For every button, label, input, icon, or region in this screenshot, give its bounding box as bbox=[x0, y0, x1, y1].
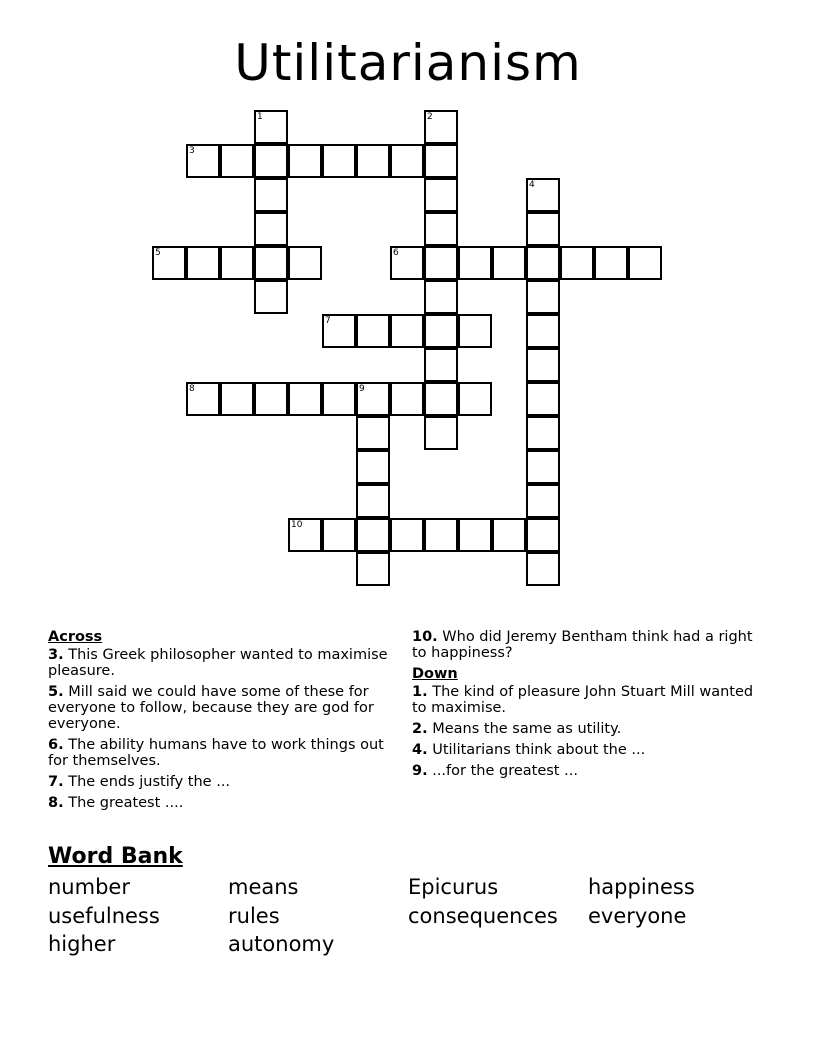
grid-cell[interactable] bbox=[424, 314, 458, 348]
grid-cell[interactable] bbox=[356, 484, 390, 518]
grid-cell[interactable] bbox=[458, 246, 492, 280]
grid-cell[interactable] bbox=[322, 382, 356, 416]
clue-across-6: 6. The ability humans have to work things out for themselves. bbox=[48, 737, 384, 769]
word-bank-item: means bbox=[228, 875, 299, 899]
grid-cell[interactable] bbox=[594, 246, 628, 280]
clue-number: 8 bbox=[189, 384, 195, 394]
grid-cell[interactable] bbox=[254, 110, 288, 144]
grid-cell[interactable] bbox=[288, 144, 322, 178]
grid-cell[interactable] bbox=[458, 518, 492, 552]
grid-cell[interactable] bbox=[424, 416, 458, 450]
grid-cell[interactable] bbox=[526, 212, 560, 246]
word-bank-item: happiness bbox=[588, 875, 695, 899]
clue-down-4: 4. Utilitarians think about the ... bbox=[412, 742, 646, 758]
grid-cell[interactable] bbox=[526, 314, 560, 348]
grid-cell[interactable] bbox=[288, 246, 322, 280]
grid-cell[interactable] bbox=[220, 382, 254, 416]
clue-number: 2 bbox=[427, 112, 433, 122]
grid-cell[interactable] bbox=[424, 212, 458, 246]
grid-cell[interactable] bbox=[356, 314, 390, 348]
word-bank-item: autonomy bbox=[228, 932, 335, 956]
clue-number: 10 bbox=[291, 520, 303, 530]
grid-cell[interactable] bbox=[288, 382, 322, 416]
grid-cell[interactable] bbox=[186, 144, 220, 178]
clue-number: 4 bbox=[529, 180, 535, 190]
grid-cell[interactable] bbox=[526, 280, 560, 314]
clue-down-2: 2. Means the same as utility. bbox=[412, 721, 622, 737]
grid-cell[interactable] bbox=[390, 246, 424, 280]
word-bank-item: higher bbox=[48, 932, 116, 956]
right-clues bbox=[412, 629, 762, 784]
grid-cell[interactable] bbox=[254, 144, 288, 178]
grid-cell[interactable] bbox=[424, 110, 458, 144]
grid-cell[interactable] bbox=[390, 518, 424, 552]
grid-cell[interactable] bbox=[254, 280, 288, 314]
grid-cell[interactable] bbox=[322, 518, 356, 552]
grid-cell[interactable] bbox=[526, 552, 560, 586]
grid-cell[interactable] bbox=[390, 382, 424, 416]
grid-cell[interactable] bbox=[322, 314, 356, 348]
grid-cell[interactable] bbox=[152, 246, 186, 280]
grid-cell[interactable] bbox=[254, 178, 288, 212]
clue-across-10: 10. Who did Jeremy Bentham think had a right to happiness? bbox=[412, 629, 753, 661]
grid-cell[interactable] bbox=[220, 144, 254, 178]
grid-cell[interactable] bbox=[458, 382, 492, 416]
grid-cell[interactable] bbox=[526, 450, 560, 484]
grid-cell[interactable] bbox=[288, 518, 322, 552]
grid-cell[interactable] bbox=[356, 382, 390, 416]
grid-cell[interactable] bbox=[254, 246, 288, 280]
clue-number: 1 bbox=[257, 112, 263, 122]
clue-number: 3 bbox=[189, 146, 195, 156]
word-bank-title: Word Bank bbox=[48, 844, 183, 869]
grid-cell[interactable] bbox=[254, 212, 288, 246]
grid-cell[interactable] bbox=[526, 246, 560, 280]
grid-cell[interactable] bbox=[356, 416, 390, 450]
word-bank-item: everyone bbox=[588, 904, 687, 928]
word-bank-item: consequences bbox=[408, 904, 558, 928]
grid-cell[interactable] bbox=[186, 246, 220, 280]
grid-cell[interactable] bbox=[560, 246, 594, 280]
grid-cell[interactable] bbox=[186, 382, 220, 416]
across-heading: Across bbox=[48, 629, 103, 645]
clue-across-5: 5. Mill said we could have some of these for everyone to follow, because they are god for everyone. bbox=[48, 684, 374, 732]
grid-cell[interactable] bbox=[322, 144, 356, 178]
grid-cell[interactable] bbox=[356, 552, 390, 586]
grid-cell[interactable] bbox=[390, 144, 424, 178]
grid-cell[interactable] bbox=[424, 382, 458, 416]
clue-number: 9 bbox=[359, 384, 365, 394]
grid-cell[interactable] bbox=[424, 178, 458, 212]
clue-number: 7 bbox=[325, 316, 331, 326]
clue-across-8: 8. The greatest .... bbox=[48, 795, 184, 811]
grid-cell[interactable] bbox=[356, 144, 390, 178]
grid-cell[interactable] bbox=[526, 348, 560, 382]
grid-cell[interactable] bbox=[526, 416, 560, 450]
clue-down-9: 9. ...for the greatest ... bbox=[412, 763, 578, 779]
grid-cell[interactable] bbox=[220, 246, 254, 280]
grid-cell[interactable] bbox=[424, 348, 458, 382]
grid-cell[interactable] bbox=[526, 518, 560, 552]
word-bank-item: number bbox=[48, 875, 130, 899]
across-clues bbox=[48, 629, 408, 816]
grid-cell[interactable] bbox=[356, 450, 390, 484]
clue-number: 5 bbox=[155, 248, 161, 258]
clue-across-7: 7. The ends justify the ... bbox=[48, 774, 231, 790]
word-bank-item: Epicurus bbox=[408, 875, 499, 899]
clue-across-3: 3. This Greek philosopher wanted to maximise pleasure. bbox=[48, 647, 388, 679]
grid-cell[interactable] bbox=[424, 144, 458, 178]
grid-cell[interactable] bbox=[356, 518, 390, 552]
word-bank-item: usefulness bbox=[48, 904, 160, 928]
clue-number: 6 bbox=[393, 248, 399, 258]
grid-cell[interactable] bbox=[526, 178, 560, 212]
grid-cell[interactable] bbox=[390, 314, 424, 348]
grid-cell[interactable] bbox=[492, 518, 526, 552]
grid-cell[interactable] bbox=[526, 484, 560, 518]
page-title: Utilitarianism bbox=[234, 34, 582, 92]
down-heading: Down bbox=[412, 666, 458, 682]
grid-cell[interactable] bbox=[628, 246, 662, 280]
grid-cell[interactable] bbox=[424, 280, 458, 314]
word-bank-item: rules bbox=[228, 904, 280, 928]
clue-down-1: 1. The kind of pleasure John Stuart Mill wanted to maximise. bbox=[412, 684, 754, 716]
grid-cell[interactable] bbox=[458, 314, 492, 348]
grid-cell[interactable] bbox=[254, 382, 288, 416]
grid-cell[interactable] bbox=[424, 246, 458, 280]
grid-cell[interactable] bbox=[424, 518, 458, 552]
grid-cell[interactable] bbox=[492, 246, 526, 280]
grid-cell[interactable] bbox=[526, 382, 560, 416]
